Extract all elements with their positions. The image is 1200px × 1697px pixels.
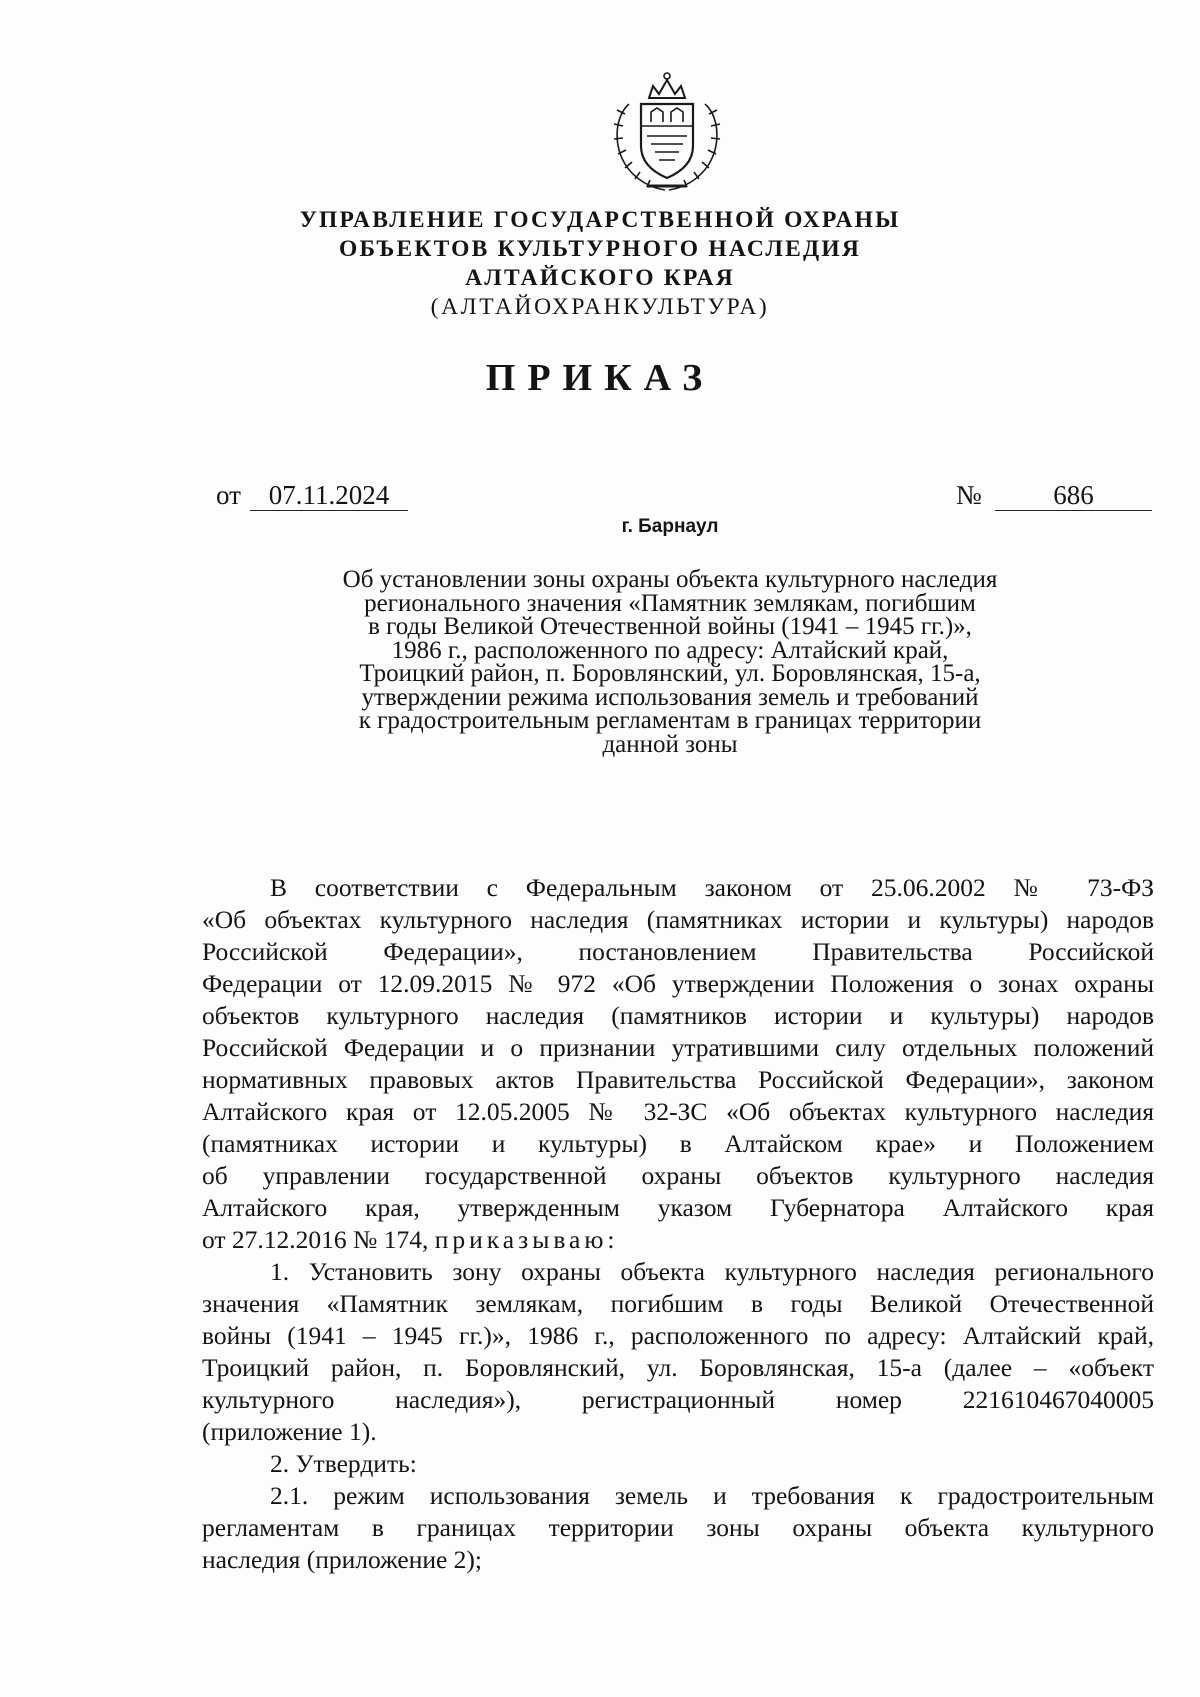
body-line: об управлении государственной охраны объектов культурного наследия [202,1161,1154,1190]
coat-of-arms-emblem [607,64,727,196]
body-line-last [202,1224,1154,1256]
item-2-heading: 2. Утвердить: [270,1449,417,1478]
subject-line: регионального значения «Памятник землякам, погибшим [364,589,976,617]
item-1-line-last: (приложение 1). [202,1417,377,1446]
body-line: объектов культурного наследия (памятников истории и культуры) народов [202,1001,1154,1030]
document-date: 07.11.2024 [250,480,408,511]
subject-line: Троицкий район, п. Боровлянский, ул. Боровлянская, 15-а, [359,660,981,687]
organization-name [0,206,1200,322]
body-line: Алтайского края, утвержденным указом Губернатора Алтайского края [202,1193,1154,1222]
subject-line: в годы Великой Отечественной войны (1941 – 1945 гг.)», [368,613,972,640]
org-line-2: ОБЪЕКТОВ КУЛЬТУРНОГО НАСЛЕДИЯ [338,236,862,262]
date-label: от [216,480,241,510]
body-line-text: от 27.12.2016 № 174, [202,1225,429,1254]
org-line-1: УПРАВЛЕНИЕ ГОСУДАРСТВЕННОЙ ОХРАНЫ [299,207,901,233]
item-1-line: 1. Установить зону охраны объекта культурного наследия регионального [270,1257,1154,1286]
subject-line: утверждении режима использования земель и требований [361,683,979,711]
item-1-line: значения «Памятник землякам, погибшим в годы Великой Отечественной [202,1289,1154,1318]
subject-line: к градостроительным регламентам в границах территории [358,707,982,734]
document-title: ПРИКАЗ [485,357,715,399]
body-line: Алтайского края от 12.05.2005 № 32-ЗС «Об объектах культурного наследия [202,1097,1154,1126]
body-line: Российской Федерации», постановлением Правительства Российской [202,937,1154,966]
body-line: В соответствии с Федеральным законом от 25.06.2002 № 73-ФЗ [270,873,1154,902]
order-subject [280,568,1060,756]
subject-line: 1986 г., расположенного по адресу: Алтайский край, [391,636,949,664]
subject-line: данной зоны [602,730,738,758]
document-number: 686 [995,480,1152,511]
org-line-3: АЛТАЙСКОГО КРАЯ [465,265,735,291]
body-line: «Об объектах культурного наследия (памятниках истории и культуры) народов [202,905,1154,934]
number-label: № [956,480,982,510]
body-line: (памятниках истории и культуры) в Алтайском крае» и Положением [202,1129,1154,1158]
item-2-1-line-last: наследия (приложение 2); [202,1545,483,1574]
item-1-line: Троицкий район, п. Боровлянский, ул. Боровлянская, 15-а (далее – «объект [202,1353,1154,1382]
body-line: нормативных правовых актов Правительства Российской Федерации», законом [202,1065,1154,1094]
body-line: Федерации от 12.09.2015 № 972 «Об утверждении Положения о зонах охраны [202,969,1154,998]
body-line: Российской Федерации и о признании утратившими силу отдельных положений [202,1033,1154,1062]
item-2-1-line: 2.1. режим использования земель и требования к градостроительным [270,1481,1154,1510]
city-name: г. Барнаул [621,516,719,537]
item-1-line: культурного наследия»), регистрационный номер 221610467040005 [202,1385,1154,1414]
order-word: приказываю: [434,1225,619,1254]
item-2-1-line: регламентам в границах территории зоны охраны объекта культурного [202,1513,1154,1542]
org-abbreviation: (АЛТАЙОХРАНКУЛЬТУРА) [430,294,770,320]
order-body [202,872,1154,1576]
subject-line: Об установлении зоны охраны объекта культурного наследия [342,566,998,593]
item-1-line: войны (1941 – 1945 гг.)», 1986 г., расположенного по адресу: Алтайский край, [202,1321,1154,1350]
